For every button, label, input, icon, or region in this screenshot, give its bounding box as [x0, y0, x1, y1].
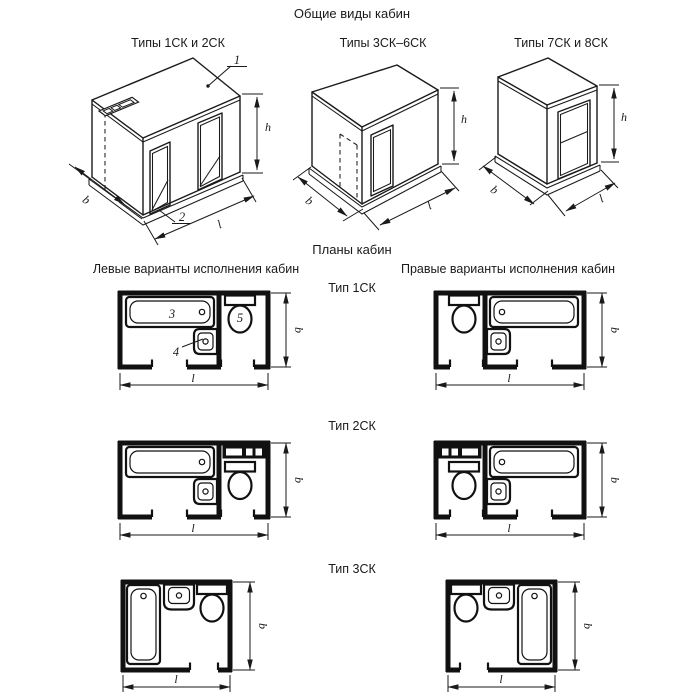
dim-l — [364, 171, 459, 230]
view2-label: Типы 3СК–6СК — [339, 36, 427, 50]
plan-1sk-right — [418, 283, 622, 395]
dim-l-label: l — [191, 371, 195, 385]
mirrored-plan — [434, 441, 586, 519]
callout-roof — [206, 53, 247, 88]
sheet-title: Общие виды кабин — [293, 6, 411, 21]
hidden-door-dashed — [340, 134, 357, 201]
isometric-view-7sk-8sk — [470, 55, 655, 225]
dim-l-label: l — [499, 672, 503, 686]
dim-l — [120, 521, 268, 540]
isometric-view-1sk-2sk — [55, 53, 290, 248]
door-opening — [371, 125, 393, 196]
view1-label: Типы 1СК и 2СК — [131, 36, 225, 50]
dim-b — [233, 582, 270, 670]
dim-h — [599, 85, 627, 162]
dim-b-label: b — [79, 192, 94, 208]
dim-b — [271, 293, 306, 367]
door-opening-2 — [198, 113, 222, 190]
dim-h-label: h — [265, 120, 271, 134]
dim-b-label: b — [608, 327, 622, 333]
dim-l — [120, 371, 268, 390]
washbasin — [194, 479, 217, 504]
callout-base-number: 2 — [178, 210, 186, 224]
bathtub — [126, 447, 214, 477]
plan-type2-label: Тип 2СК — [328, 419, 376, 433]
roof-face — [92, 58, 240, 138]
vent-block — [223, 446, 266, 459]
mirrored-plan — [446, 580, 557, 672]
view3-label: Типы 7СК и 8СК — [514, 36, 608, 50]
callout-roof-number: 1 — [233, 53, 241, 67]
dim-b — [271, 443, 306, 517]
left-variants-header: Левые варианты исполнения кабин — [92, 262, 300, 276]
base-slab — [89, 175, 243, 225]
dim-b — [558, 582, 595, 670]
door-opening-1 — [150, 142, 170, 214]
callout-basin: 4 — [172, 345, 180, 359]
dim-h-label: h — [621, 110, 627, 124]
plan-1sk-left — [102, 283, 306, 395]
dim-b-label: b — [256, 623, 270, 629]
dim-b-label: b — [487, 182, 502, 198]
wall-edges — [312, 90, 438, 204]
dim-l-label: l — [507, 371, 511, 385]
dim-l — [436, 371, 584, 390]
dim-l — [123, 672, 230, 692]
dim-l-label: l — [191, 521, 195, 535]
right-variants-header: Правые варианты исполнения кабин — [400, 262, 616, 276]
dim-b-label: b — [292, 477, 306, 483]
callout-toilet: 5 — [236, 311, 244, 325]
callout-base — [159, 210, 191, 224]
dim-l-label: l — [424, 198, 434, 213]
dim-l-label: l — [214, 217, 224, 232]
dim-l-label: l — [507, 521, 511, 535]
bathtub — [127, 585, 160, 664]
dim-l — [436, 521, 584, 540]
dim-b-label: b — [581, 623, 595, 629]
dim-b — [293, 167, 363, 221]
toilet — [225, 462, 255, 499]
callout-bath: 3 — [168, 307, 176, 321]
plan-3sk-right — [435, 572, 595, 697]
plan-2sk-right — [418, 433, 622, 545]
dim-b — [587, 293, 622, 367]
isometric-view-3sk-6sk — [285, 60, 470, 235]
dim-h — [242, 94, 271, 173]
dim-l-label: l — [174, 672, 178, 686]
dim-h-label: h — [461, 112, 467, 126]
dim-b-label: b — [292, 327, 306, 333]
plan-3sk-left — [110, 572, 270, 697]
roof-face — [312, 65, 438, 127]
dim-b — [587, 443, 622, 517]
toilet — [197, 585, 227, 622]
washbasin — [164, 585, 194, 610]
plan-type3-label: Тип 3СК — [328, 562, 376, 576]
dim-b-label: b — [608, 477, 622, 483]
door-opening — [558, 100, 590, 179]
wall-edges — [498, 77, 597, 184]
dim-l-label: l — [596, 191, 606, 206]
dim-l — [448, 672, 555, 692]
dim-h — [440, 88, 467, 164]
roof-vent-grille — [99, 97, 139, 115]
plan-type1-label: Тип 1СК — [328, 281, 376, 295]
plans-title: Планы кабин — [312, 242, 392, 257]
roof-face — [498, 58, 597, 105]
plan-2sk-left — [102, 433, 306, 545]
mirrored-plan — [434, 291, 586, 369]
dim-b-label: b — [302, 193, 317, 209]
